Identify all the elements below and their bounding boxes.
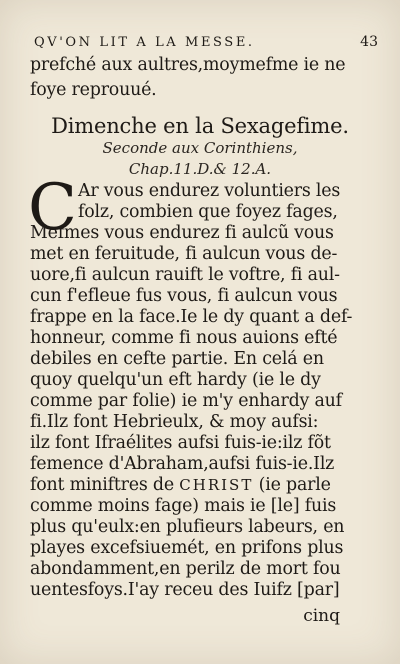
body-line: plus qu'eulx:en plufieurs labeurs, en — [30, 517, 345, 537]
body-line: comme par folie) ie m'y enhardy auf — [30, 391, 342, 411]
body-line: femence d'Abraham,aufsi fuis-ie.Ilz — [30, 454, 335, 474]
body-line: honneur, comme fi nous auions efté — [30, 328, 338, 348]
body-line: ilz font Ifraélites aufsi fuis-ie:ilz fõt — [30, 433, 331, 453]
body-line-text: font miniftres de — [30, 475, 174, 495]
christ-smallcaps: CHRIST — [179, 476, 254, 494]
section-title: Dimenche en la Sexagefime. — [51, 114, 349, 138]
body-line: playes excefsiuemét, en prifons plus — [30, 538, 344, 558]
section-subtitle-2: Chap.11.D.& 12.A. — [128, 160, 272, 178]
drop-cap: C — [28, 171, 77, 245]
body-line-christ — [30, 477, 331, 494]
continuation-line-2: foye reprouué. — [30, 80, 157, 100]
page-number: 43 — [360, 34, 378, 50]
body-line: frappe en la face.Ie le dy quant a def- — [30, 307, 353, 327]
running-head-text: QV'ON LIT A LA MESSE. — [34, 35, 255, 50]
running-head — [34, 34, 378, 50]
body-line-text: (ie parle — [258, 475, 331, 495]
body-line: abondamment,en perilz de mort fou — [30, 559, 341, 579]
body-line: quoy quelqu'un eft hardy (ie le dy — [30, 370, 321, 390]
section-subtitle-1: Seconde aux Corinthiens, — [102, 139, 298, 157]
body-line: debiles en cefte partie. En celá en — [30, 349, 324, 369]
body-line: folz, combien que foyez fages, — [78, 202, 338, 222]
body-line: fi.Ilz font Hebrieulx, & moy aufsi: — [30, 412, 319, 432]
catchword: cinq — [303, 606, 340, 626]
body-line: uentesfoys.I'ay receu des Iuifz [par] — [30, 580, 340, 600]
body-line: met en feruitude, fi aulcun vous de- — [30, 244, 338, 264]
body-line: Ar vous endurez voluntiers les — [78, 181, 341, 201]
body-line: Mefmes vous endurez fi aulcũ vous — [30, 223, 334, 243]
body-line: uore,fi aulcun rauift le voftre, fi aul- — [30, 265, 340, 285]
continuation-line-1: prefché aux aultres,moymefme ie ne — [30, 55, 346, 75]
body-line: comme moins fage) mais ie [le] fuis — [30, 496, 337, 516]
body-line: cun f'efleue fus vous, fi aulcun vous — [30, 286, 338, 306]
